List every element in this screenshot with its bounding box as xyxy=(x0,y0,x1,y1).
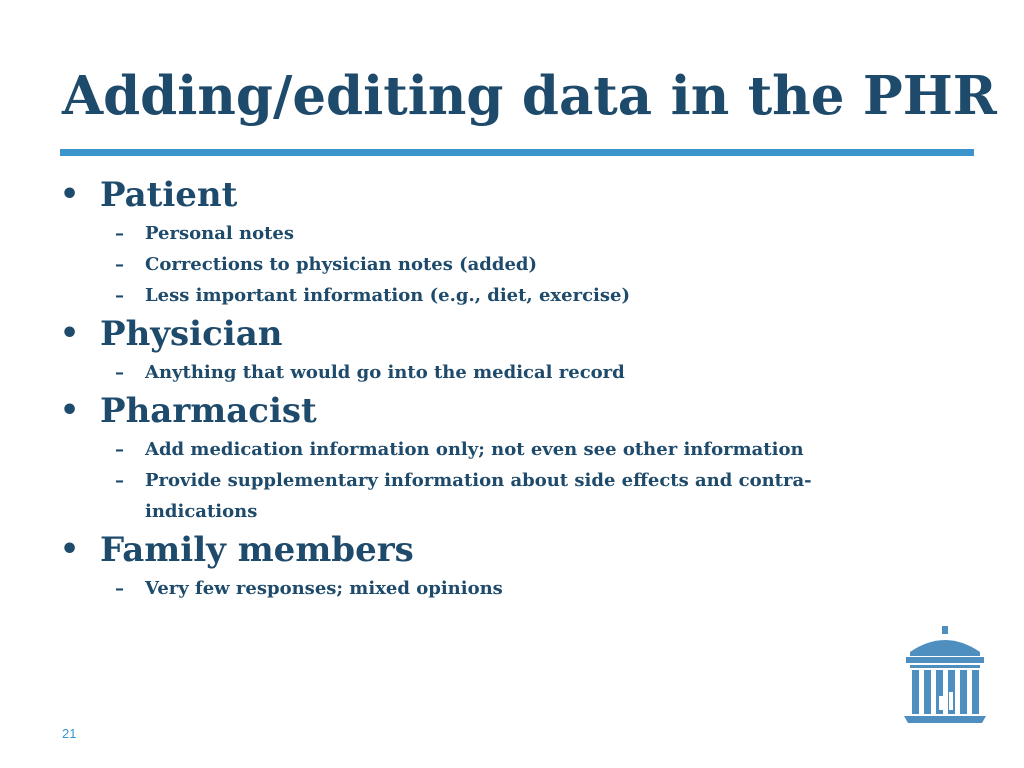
bullet-item-physician xyxy=(60,311,920,357)
sub-item-text: Add medication information only; not even see other information xyxy=(145,439,804,460)
dash-glyph: – xyxy=(115,254,124,275)
sub-item xyxy=(115,249,920,280)
dash-glyph: – xyxy=(115,470,124,491)
sub-list-physician xyxy=(115,357,920,388)
slide-title: Adding/editing data in the PHR xyxy=(62,65,997,127)
sub-item-text: Anything that would go into the medical record xyxy=(145,362,625,383)
dash-glyph: – xyxy=(115,285,124,306)
sub-list-patient xyxy=(115,218,920,311)
dash-glyph: – xyxy=(115,439,124,460)
slide-content xyxy=(60,172,920,604)
dash-glyph: – xyxy=(115,578,124,599)
sub-item xyxy=(115,218,920,249)
sub-item-text: Personal notes xyxy=(145,223,294,244)
sub-item-text: Less important information (e.g., diet, exercise) xyxy=(145,285,630,306)
title-divider xyxy=(60,149,974,156)
bullet-label: Family members xyxy=(100,530,414,570)
bullet-glyph: • xyxy=(60,316,80,351)
sub-item xyxy=(115,573,920,604)
slide-number: 21 xyxy=(62,726,77,741)
bullet-label: Pharmacist xyxy=(100,391,317,431)
dash-glyph: – xyxy=(115,223,124,244)
sub-item xyxy=(115,280,920,311)
bullet-glyph: • xyxy=(60,532,80,567)
bullet-item-pharmacist xyxy=(60,388,920,434)
sub-item xyxy=(115,434,920,465)
sub-list-family-members xyxy=(115,573,920,604)
sub-item xyxy=(115,357,920,388)
bullet-item-patient xyxy=(60,172,920,218)
dash-glyph: – xyxy=(115,362,124,383)
sub-item-text: Provide supplementary information about side effects and contra-indications xyxy=(145,470,812,522)
old-well-logo-icon xyxy=(902,626,988,726)
sub-item-text: Corrections to physician notes (added) xyxy=(145,254,538,275)
bullet-glyph: • xyxy=(60,177,80,212)
bullet-label: Physician xyxy=(100,314,283,354)
bullet-glyph: • xyxy=(60,393,80,428)
sub-item-text: Very few responses; mixed opinions xyxy=(145,578,503,599)
bullet-item-family-members xyxy=(60,527,920,573)
sub-item xyxy=(115,465,920,527)
sub-list-pharmacist xyxy=(115,434,920,527)
bullet-label: Patient xyxy=(100,175,238,215)
